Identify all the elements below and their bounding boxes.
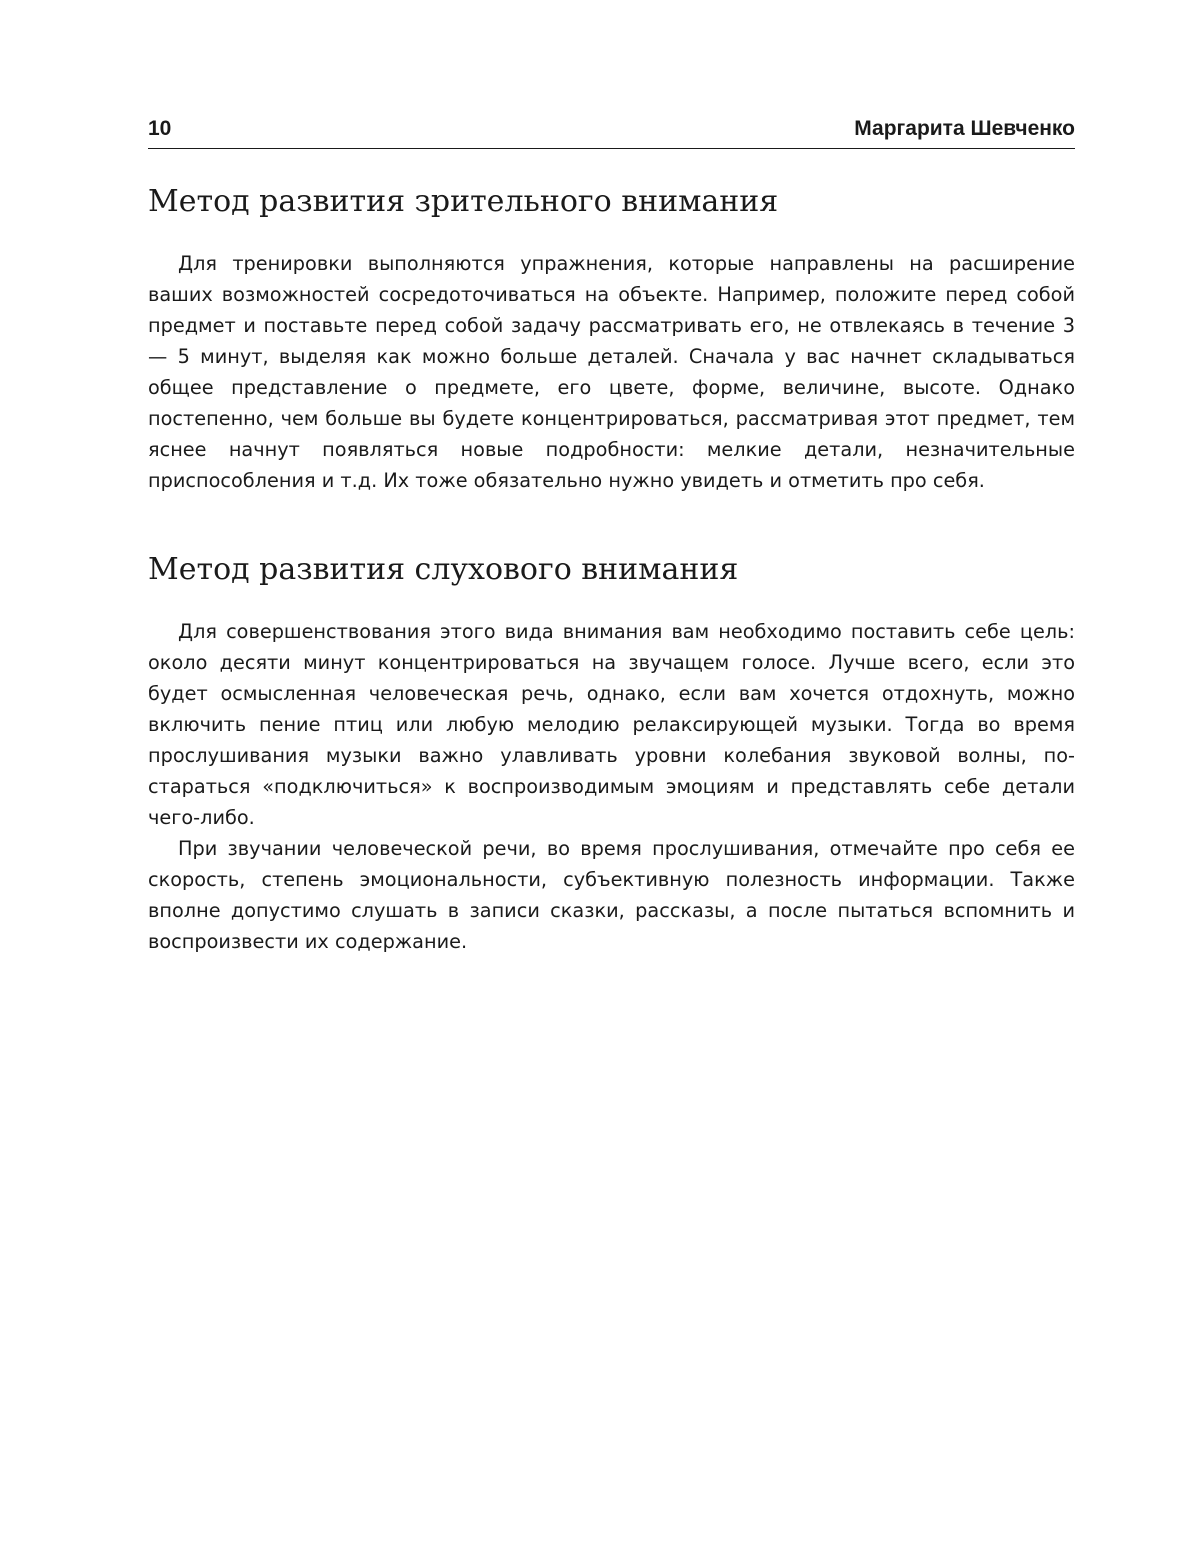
section-heading: Метод развития зрительного внимания [148,184,779,219]
running-header [148,112,1075,149]
section-auditory-attention [148,548,1075,957]
running-header-author: Маргарита Шевченко [854,117,1075,140]
section-heading: Метод развития слухового внимания [148,552,739,587]
paragraph: При звучании человеческой речи, во время прослушивания, отмечайте про себя ее скорость, степень эмоциональности, субъективную полезность информации. Также вполне допустимо слушать в записи сказки, рассказы, а после пытаться вспомнить и воспроизвести их содержание. [148,837,1075,953]
paragraph: Для совершенствования этого вида внимания вам необходимо поставить себе цель: около десяти минут концентрироваться на звучащем голосе. Лучше всего, если это будет осмысленная человеческая речь, однако, если вам хочется отдохнуть, можно включить пение птиц или любую мелодию релаксирующей музыки. Тогда во время прослушивания музыки важно улавливать уровни колебания звуковой волны, постараться «подключиться» к воспроизводимым эмоциям и представлять себе детали чего-либо. [148,620,1075,829]
paragraph: Для тренировки выполняются упражнения, которые направлены на расширение ваших возможностей сосредоточиваться на объекте. Например, положите перед собой предмет и поставьте перед собой задачу рассматривать его, не отвлекаясь в течение 3 — 5 минут, выделяя как можно больше деталей. Сначала у вас начнет складываться общее представление о предмете, его цвете, форме, величине, высоте. Однако постепенно, чем больше вы будете концентрироваться, рассматривая этот предмет, тем яснее начнут появляться новые подробности: мелкие детали, незначительные приспособления и т.д. Их тоже обязательно нужно увидеть и отметить про себя. [148,252,1075,492]
section-visual-attention [148,180,1075,496]
page-number: 10 [148,117,172,140]
